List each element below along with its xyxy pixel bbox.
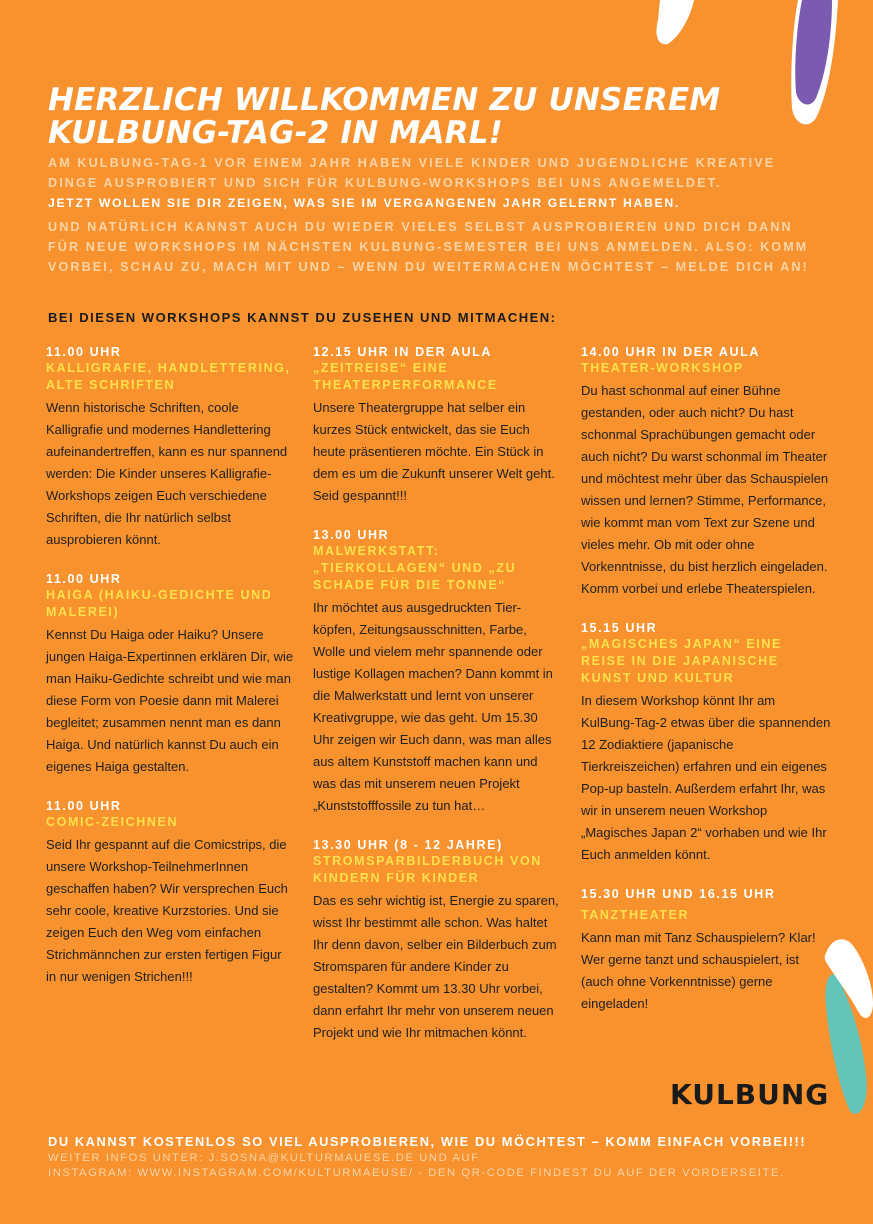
workshop-item xyxy=(581,344,831,600)
workshop-item xyxy=(313,527,561,817)
footer-info-line-2: INSTAGRAM: WWW.INSTAGRAM.COM/KULTURMAEUSE/ - DEN QR-CODE FINDEST DU AUF DER VORDERSEITE. xyxy=(48,1167,785,1179)
workshop-time: 15.30 UHR UND 16.15 UHR xyxy=(581,887,776,901)
workshop-time: 13.30 UHR (8 - 12 JAHRE) xyxy=(313,838,503,852)
intro-line-2: DINGE AUSPROBIERT UND SICH FÜR KULBUNG-WORKSHOPS BEI UNS ANGEMELDET. xyxy=(48,176,722,190)
workshop-title: THEATER-WORKSHOP xyxy=(581,361,744,375)
workshop-item xyxy=(581,886,831,1015)
workshop-time: 11.00 UHR xyxy=(46,799,122,813)
workshop-time: 11.00 UHR xyxy=(46,572,122,586)
workshop-description: Du hast schonmal auf einer Bühne gestanden, oder auch nicht? Du hast schonmal Sprachübungen gemacht oder auch nicht? Du warst schonmal im Theater und möchtest mehr über das Schauspielen wissen und lernen? Stimme, Performance, wie kommt man vom Text zur Szene und vieles mehr. Ob mit oder ohne Vorkenntnisse, du bist herzlich eingeladen. Komm vorbei und erlebe Theaterspielen. xyxy=(581,383,829,596)
intro2-line-3: VORBEI, SCHAU ZU, MACH MIT UND – WENN DU WEITERMACHEN MÖCHTEST – MELDE DICH AN! xyxy=(48,260,809,274)
workshop-title: TANZTHEATER xyxy=(581,908,690,922)
workshop-description: Seid Ihr gespannt auf die Comicstrips, die unsere Workshop-TeilnehmerInnen geschaffen haben? Wir versprechen Euch sehr coole, kreative Kurzstories. Und sie zeigen Euch den Weg vom einfachen Strichmännchen zur ersten fertigen Figur in nur wenigen Strichen!!! xyxy=(46,837,288,984)
workshop-column-1 xyxy=(46,344,294,1008)
header-section xyxy=(48,84,828,277)
workshop-time: 13.00 UHR xyxy=(313,528,390,542)
workshop-title: STROMSPARBILDERBUCH VON KINDERN FÜR KINDER xyxy=(313,854,542,885)
footer-info-line-1: WEITER INFOS UNTER: J.SOSNA@KULTURMAUESE.DE UND AUF xyxy=(48,1152,480,1164)
intro-line-1: AM KULBUNG-TAG-1 VOR EINEM JAHR HABEN VIELE KINDER UND JUGENDLICHE KREATIVE xyxy=(48,156,776,170)
workshop-item xyxy=(46,344,294,551)
workshop-item xyxy=(313,837,561,1044)
intro2-line-2: FÜR NEUE WORKSHOPS IM NÄCHSTEN KULBUNG-SEMESTER BEI UNS ANMELDEN. ALSO: KOMM xyxy=(48,240,809,254)
intro2-line-1: UND NATÜRLICH KANNST AUCH DU WIEDER VIELES SELBST AUSPROBIEREN UND DICH DANN xyxy=(48,220,793,234)
footer xyxy=(48,1133,848,1181)
workshop-title: COMIC-ZEICHNEN xyxy=(46,815,179,829)
title-line-1: HERZLICH WILLKOMMEN ZU UNSEREM xyxy=(48,82,721,118)
workshop-title: HAIGA (HAIKU-GEDICHTE UND MALEREI) xyxy=(46,588,273,619)
white-brush-stroke-top xyxy=(652,0,698,46)
workshop-description: Kann man mit Tanz Schauspielern? Klar! Wer gerne tanzt und schauspielert, ist (auch ohne Vorkenntnisse) gerne eingeladen! xyxy=(581,930,816,1011)
workshop-description: Unsere Theatergruppe hat selber ein kurzes Stück entwickelt, das sie Euch heute präsentieren möchte. Ein Stück in dem es um die Zukunft unserer Welt geht. Seid gespannt!!! xyxy=(313,400,555,503)
intro-emphasis: JETZT WOLLEN SIE DIR ZEIGEN, WAS SIE IM VERGANGENEN JAHR GELERNT HABEN. xyxy=(48,196,680,210)
title-line-2: KULBUNG-TAG-2 IN MARL! xyxy=(48,115,504,151)
workshop-description: In diesem Workshop könnt Ihr am KulBung-Tag-2 etwas über die spannenden 12 Zodiaktiere (japanische Tierkreiszeichen) erfahren und ein eigenes Pop-up basteln. Außerdem erfahrt Ihr, was wir in unserem neuen Workshop „Magisches Japan 2“ vorhaben und wie Ihr Euch anmelden könnt. xyxy=(581,693,831,862)
page-title xyxy=(48,84,828,150)
footer-call-to-action: DU KANNST KOSTENLOS SO VIEL AUSPROBIEREN, WIE DU MÖCHTEST – KOMM EINFACH VORBEI!!! xyxy=(48,1134,807,1149)
workshop-description: Ihr möchtet aus ausgedruckten Tier-köpfen, Zeitungsausschnitten, Farbe, Wolle und vielem mehr spannende oder lustige Kollagen machen? Dann kommt in die Malwerkstatt und lernt von unserer Kreativgruppe, wie das geht. Um 15.30 Uhr zeigen wir Euch dann, was man alles aus altem Kunststoff machen kann und was das mit unserem neuen Projekt „Kunststofffossile zu tun hat… xyxy=(313,600,553,813)
workshop-time: 15.15 UHR xyxy=(581,621,658,635)
workshop-title: „ZEITREISE“ EINE THEATERPERFORMANCE xyxy=(313,361,498,392)
workshop-time: 11.00 UHR xyxy=(46,345,122,359)
workshop-time: 14.00 UHR IN DER AULA xyxy=(581,345,760,359)
workshop-title: „MAGISCHES JAPAN“ EINE REISE IN DIE JAPANISCHE KUNST UND KULTUR xyxy=(581,637,782,685)
workshop-item xyxy=(581,620,831,866)
intro-paragraph xyxy=(48,153,828,277)
workshop-title: MALWERKSTATT: „TIERKOLLAGEN“ UND „ZU SCHADE FÜR DIE TONNE“ xyxy=(313,544,517,592)
workshop-description: Das es sehr wichtig ist, Energie zu sparen, wisst Ihr bestimmt alle schon. Was haltet Ihr denn davon, selber ein Bilderbuch zum Stromsparen für andere Kinder zu gestalten? Kommt um 13.30 Uhr vorbei, dann erfahrt Ihr mehr von unserem neuen Projekt und wie Ihr mitmachen könnt. xyxy=(313,893,559,1040)
workshop-description: Wenn historische Schriften, coole Kalligrafie und modernes Handlettering aufeinandertreffen, kann es nur spannend werden: Die Kinder unseres Kalligrafie-Workshops zeigen Euch verschiedene Schriften, die Ihr natürlich selbst ausprobieren könnt. xyxy=(46,400,288,547)
workshop-column-2 xyxy=(313,344,561,1064)
workshop-description: Kennst Du Haiga oder Haiku? Unsere jungen Haiga-Expertinnen erklären Dir, wie man Haiku-Gedichte schreibt und wie man diese Form von Poesie dann mit Malerei begleitet; zusammen nennt man es dann Haiga. Und natürlich kannst Du auch ein eigenes Haiga gestalten. xyxy=(46,627,294,774)
workshop-item xyxy=(313,344,561,507)
workshop-column-3 xyxy=(581,344,831,1035)
workshop-item xyxy=(46,571,294,778)
workshops-heading: BEI DIESEN WORKSHOPS KANNST DU ZUSEHEN UND MITMACHEN: xyxy=(48,310,557,325)
workshop-title: KALLIGRAFIE, HANDLETTERING, ALTE SCHRIFTEN xyxy=(46,361,291,392)
workshop-item xyxy=(46,798,294,988)
workshop-time: 12.15 UHR IN DER AULA xyxy=(313,345,492,359)
kulbung-logo: KULBUNG xyxy=(670,1078,830,1111)
